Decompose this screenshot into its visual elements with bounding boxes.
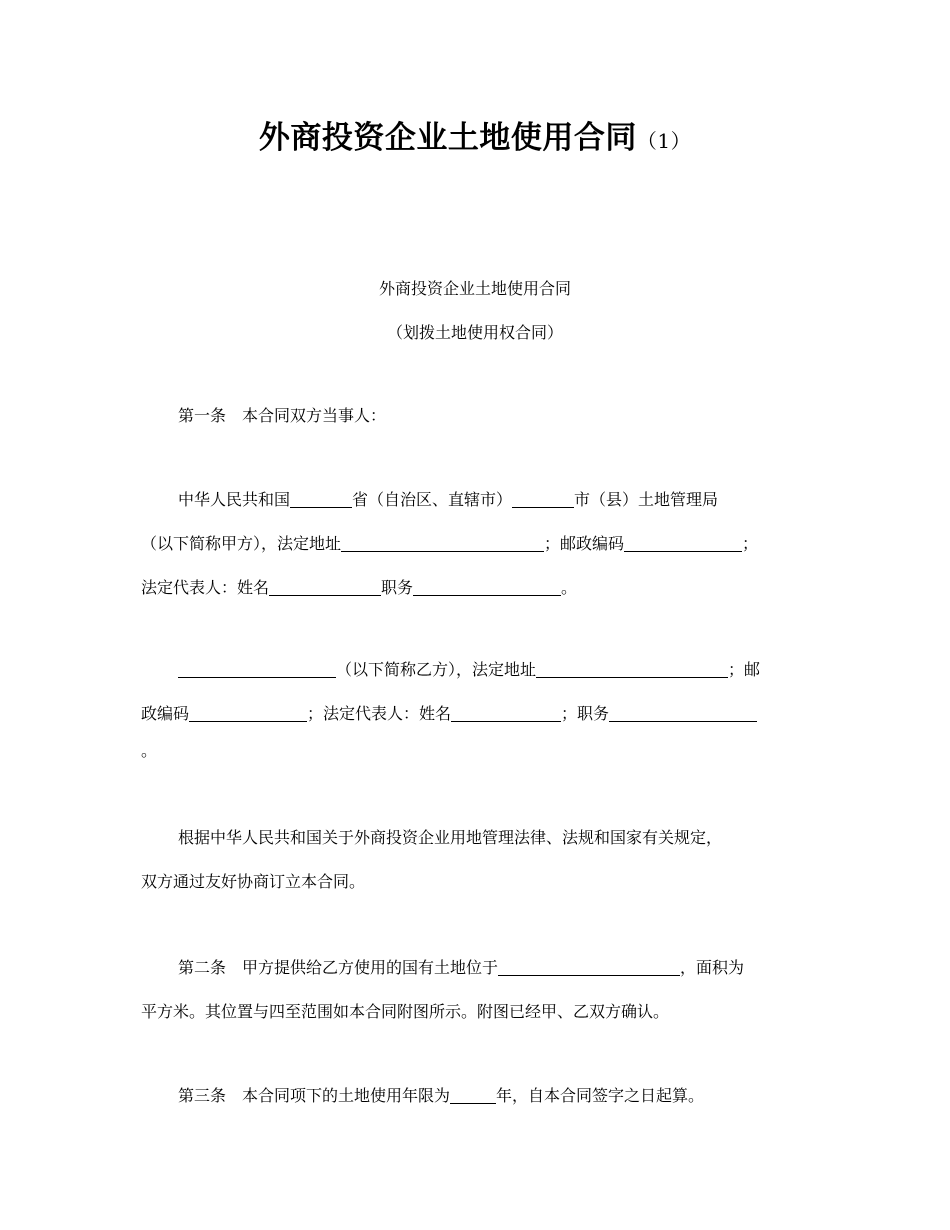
party-a-paragraph xyxy=(141,478,811,610)
title-main: 外商投资企业土地使用合同 xyxy=(258,120,637,156)
article-1-text: 本合同双方当事人： xyxy=(242,406,387,425)
article-3 xyxy=(141,1074,811,1118)
party-a-text: （以下简称甲方），法定地址 xyxy=(141,534,342,553)
party-a-text: 市（县）土地管理局 xyxy=(574,490,719,509)
basis-paragraph xyxy=(141,816,811,904)
subtitle-contract-type: （划拨土地使用权合同） xyxy=(386,323,563,342)
party-b-rep-name-blank[interactable] xyxy=(451,704,561,722)
article-1-label: 第一条 xyxy=(178,406,227,425)
party-a-address-blank[interactable] xyxy=(341,534,544,552)
party-b-text: 。 xyxy=(141,741,158,760)
party-a-text: 。 xyxy=(561,578,578,597)
party-b-text: ；邮 xyxy=(728,660,761,679)
party-a-text: ；邮政编码 xyxy=(544,534,625,553)
party-a-rep-name-blank[interactable] xyxy=(269,578,381,596)
party-b-rep-title-blank[interactable] xyxy=(609,704,757,722)
party-b-text: ；法定代表人：姓名 xyxy=(307,704,452,723)
party-b-text: ；职务 xyxy=(561,704,610,723)
article-1 xyxy=(141,394,811,438)
party-a-text: 中华人民共和国 xyxy=(178,490,291,509)
article-2-text: 平方米。其位置与四至范围如本合同附图所示。附图已经甲、乙双方确认。 xyxy=(141,1002,670,1021)
party-a-postcode-blank[interactable] xyxy=(624,534,742,552)
article-2-text: ，面积为 xyxy=(680,958,745,977)
article-3-text: 本合同项下的土地使用年限为 xyxy=(242,1086,451,1105)
party-a-text: 法定代表人：姓名 xyxy=(141,578,270,597)
document-title xyxy=(0,112,950,157)
party-b-text: （以下简称乙方），法定地址 xyxy=(336,660,537,679)
party-a-rep-title-blank[interactable] xyxy=(413,578,561,596)
title-suffix: （1） xyxy=(636,129,692,153)
party-a-text: 职务 xyxy=(381,578,414,597)
province-blank[interactable] xyxy=(290,490,352,508)
party-b-address-blank[interactable] xyxy=(536,660,728,678)
land-location-blank[interactable] xyxy=(498,958,680,976)
article-3-text: 年，自本合同签字之日起算。 xyxy=(496,1086,705,1105)
subtitle-contract-name: 外商投资企业土地使用合同 xyxy=(378,279,571,298)
party-b-paragraph xyxy=(141,648,811,766)
article-3-label: 第三条 xyxy=(178,1086,227,1105)
party-b-postcode-blank[interactable] xyxy=(189,704,307,722)
article-2 xyxy=(141,946,811,1034)
party-b-name-blank[interactable] xyxy=(178,660,336,678)
basis-text: 双方通过友好协商订立本合同。 xyxy=(141,872,366,891)
city-blank[interactable] xyxy=(512,490,574,508)
article-2-label: 第二条 xyxy=(178,958,227,977)
party-a-text: ； xyxy=(742,534,759,553)
party-b-text: 政编码 xyxy=(141,704,190,723)
party-a-text: 省（自治区、直辖市） xyxy=(352,490,513,509)
basis-text: 根据中华人民共和国关于外商投资企业用地管理法律、法规和国家有关规定， xyxy=(178,828,723,847)
term-years-blank[interactable] xyxy=(450,1086,496,1104)
article-2-text: 甲方提供给乙方使用的国有土地位于 xyxy=(242,958,499,977)
